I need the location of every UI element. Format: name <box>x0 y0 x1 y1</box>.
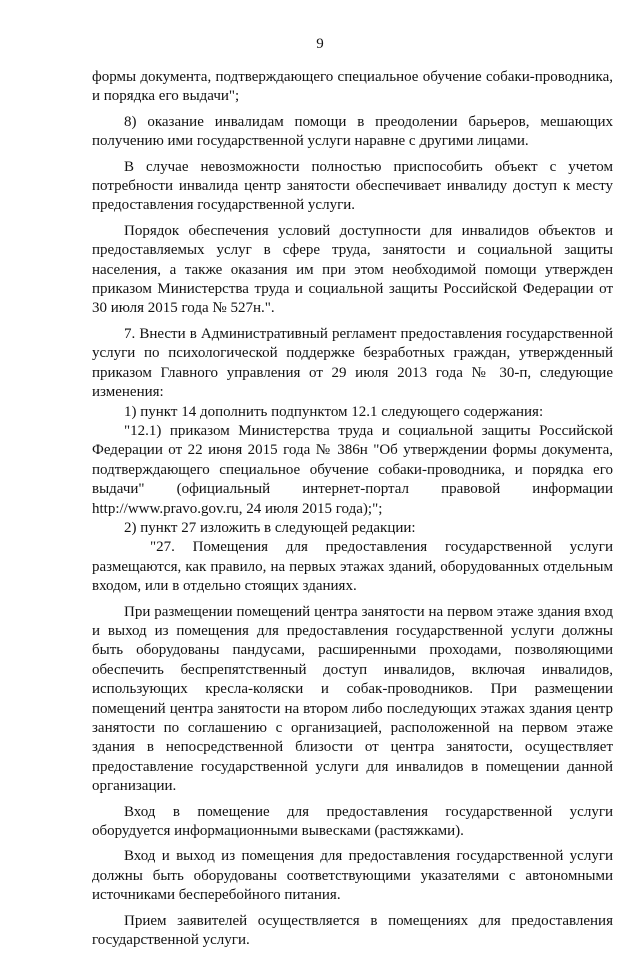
paragraph-point-27: "27. Помещения для предоставления государственной услуги размещаются, как правило, на первых этажах зданий, оборудованных отдельным входом, или в отдельно стоящих зданиях. <box>92 539 613 595</box>
paragraph-reception: Прием заявителей осуществляется в помещениях для предоставления государственной услуги. <box>92 912 613 949</box>
paragraph-entrance-signs: Вход в помещение для предоставления государственной услуги оборудуется информационными вывесками (растяжками). <box>92 803 613 840</box>
paragraph-subitem-1: 1) пункт 14 дополнить подпунктом 12.1 следующего содержания: <box>124 403 544 420</box>
paragraph-item-8: 8) оказание инвалидам помощи в преодолении барьеров, мешающих получению ими государственной услуги наравне с другими лицами. <box>92 113 613 150</box>
paragraph-continuation: формы документа, подтверждающего специальное обучение собаки-проводника, и порядка его выдачи"; <box>92 69 613 105</box>
paragraph-accessibility-case: В случае невозможности полностью приспособить объект с учетом потребности инвалида центр занятости обеспечивает инвалиду доступ к месту предоставления государственной услуги. <box>92 158 613 214</box>
paragraph-accessibility-order: Порядок обеспечения условий доступности для инвалидов объектов и предоставляемых услуг в сфере труда, занятости и социальной защиты населения, а также оказания им при этом необходимой помощи утвержден приказом Министерства труда и социальной защиты Российской Федерации от 30 июля 2015 года № 527н.". <box>92 222 613 317</box>
document-body <box>92 68 613 956</box>
page-number: 9 <box>316 36 324 52</box>
paragraph-point-7: 7. Внести в Административный регламент предоставления государственной услуги по психологической поддержке безработных граждан, утвержденный приказом Главного управления от 29 июля 2013 года № 30-п, следующие изменения: <box>92 325 613 401</box>
paragraph-entrance-exit: Вход и выход из помещения для предоставления государственной услуги должны быть оборудованы соответствующими указателями с автономными источниками бесперебойного питания. <box>92 848 613 904</box>
paragraph-subitem-12-1: "12.1) приказом Министерства труда и социальной защиты Российской Федерации от 22 июня 2015 года № 386н "Об утверждении формы документа, подтверждающего специальное обучение собаки-проводника, и порядка его выдачи" (официальный интернет-портал правовой информации http://www.pravo.gov.ru, 24 июля 2015 года);"; <box>92 422 613 517</box>
paragraph-premises-placement: При размещении помещений центра занятости на первом этаже здания вход и выход из помещения для предоставления государственной услуги должны быть оборудованы пандусами, расширенными проходами, позволяющими обеспечить беспрепятственный доступ инвалидов, включая инвалидов, использующих кресла-коляски и собак-проводников. При размещении помещений центра занятости на втором либо последующих этажах здания центр занятости по соглашению с организацией, расположенной на первом этаже здания в непосредственной близости от центра занятости, осуществляет предоставление государственной услуги для инвалидов в помещении данной организации. <box>92 603 613 795</box>
paragraph-subitem-2: 2) пункт 27 изложить в следующей редакции: <box>124 519 416 536</box>
